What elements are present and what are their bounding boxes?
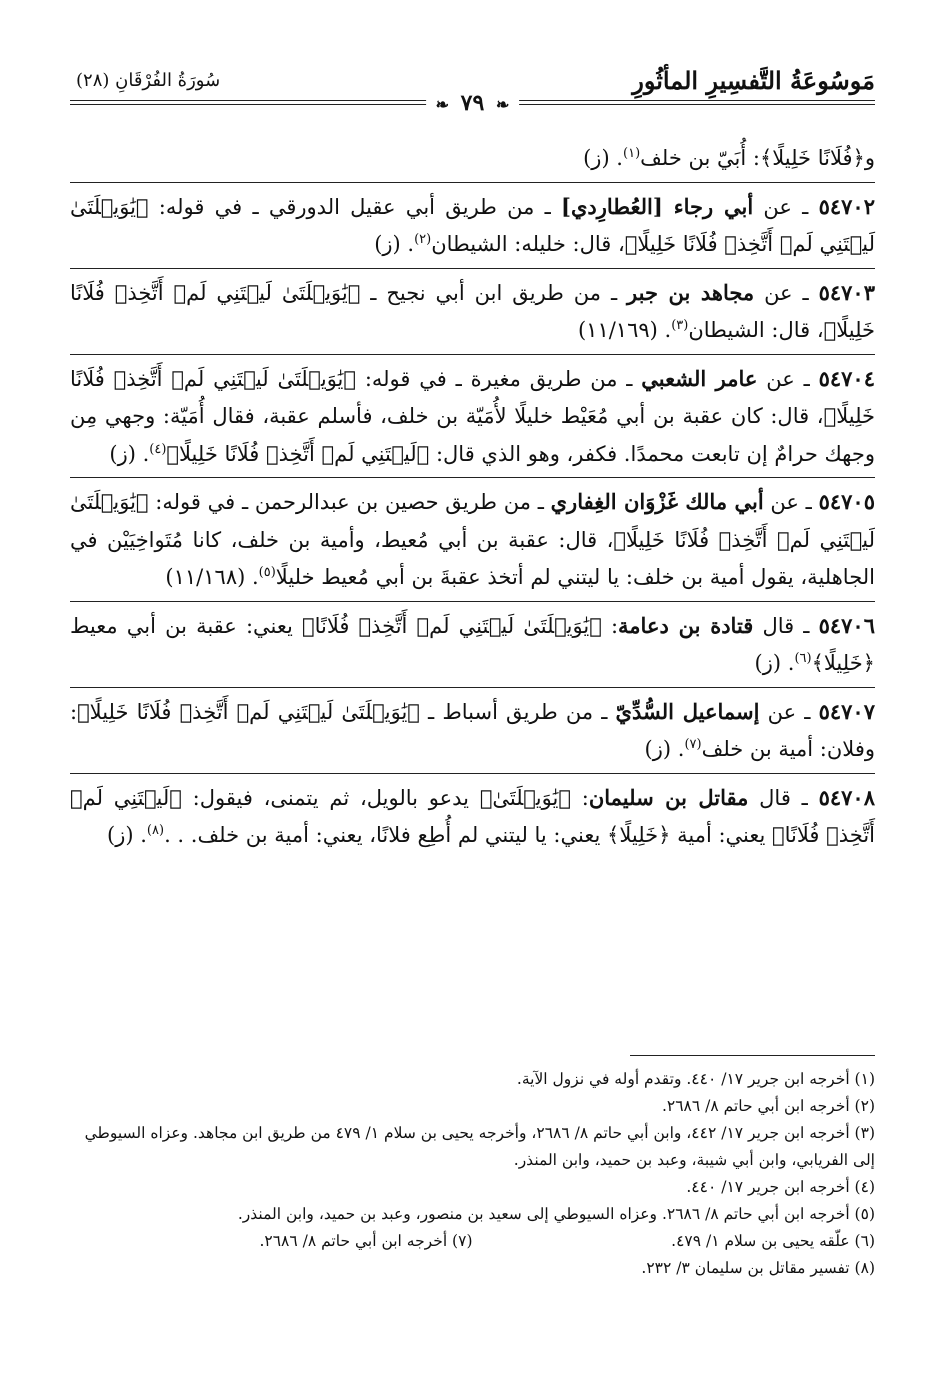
footnote-4: (٤) أخرجه ابن جرير ١٧/ ٤٤٠. — [686, 1178, 875, 1196]
entry-text: ـ عن — [753, 194, 819, 219]
entry-number: ٥٤٧٠٦ — [818, 612, 875, 638]
entry-text: . (١١/١٦٨) — [165, 565, 259, 589]
footnote-3: (٣) أخرجه ابن جرير ١٧/ ٤٤٢، وابن أبي حاتم ٨/ ٢٦٨٦، وأخرجه يحيى بن سلام ١/ ٤٧٩ من طريق ابن مجاهد. وعزاه السيوطي إلى الفريابي، وابن أبي شيبة، وعبد بن حميد، وابن المنذر. — [84, 1124, 875, 1169]
entry-number: ٥٤٧٠٢ — [818, 193, 875, 219]
entry-text: يعني: أمية — [670, 823, 773, 847]
entry-number: ٥٤٧٠٧ — [818, 698, 875, 724]
narration-entry — [70, 477, 875, 601]
entry-text: ـ قال — [748, 785, 819, 810]
quran-quote: ﴿لَيۡتَنِي لَمۡ أَتَّخِذۡ فُلَانًا خَلِيلًا﴾ — [166, 441, 430, 466]
surah-title: سُورَةُ الفُرْقَانِ (٢٨) — [76, 70, 221, 91]
footnote-ref: (٣) — [671, 318, 689, 333]
entry-text: : — [601, 613, 619, 638]
narrator-name: أبي رجاء [العُطارِدي] — [561, 193, 754, 219]
entry-text: . (ز) — [644, 737, 685, 761]
narrator-name: عامر الشعبي — [641, 365, 758, 391]
ornament-icon: ❧ — [495, 95, 510, 114]
quran-quote: ﴿خَلِيلًا﴾ — [607, 823, 671, 847]
entry-text: ـ من طريق أسباط ـ — [419, 699, 616, 724]
entry-text: ، قال: عقبة بن أبي مُعيط، وأمية بن خلف، كانا مُتَواخِيَيْن في الجاهلية، يقول أمية بن خلف: يا ليتني لم أتخذ عقبةَ بن أبي مُعيط خليلًا — [70, 527, 875, 589]
entry-text: و — [864, 146, 875, 170]
narration-entry — [70, 140, 875, 182]
entry-number: ٥٤٧٠٨ — [818, 784, 875, 810]
narration-entry — [70, 601, 875, 687]
footnote-7: (٧) أخرجه ابن أبي حاتم ٨/ ٢٦٨٦. — [259, 1232, 473, 1250]
narrator-name: قتادة بن دعامة — [618, 612, 754, 638]
entry-text: . (ز) — [109, 441, 150, 466]
narration-entry — [70, 268, 875, 354]
entry-text: ـ من طريق مغيرة ـ في قوله: — [356, 366, 642, 391]
footnote-6: (٦) علّقه يحيى بن سلام ١/ ٤٧٩. — [671, 1232, 875, 1250]
footnote-ref: (١) — [623, 146, 641, 161]
quran-quote: ﴿يَٰوَيۡلَتَىٰ﴾ — [479, 785, 571, 810]
entry-text: : وفلان: أمية بن خلف — [70, 699, 875, 761]
narrator-name: مقاتل بن سليمان — [588, 784, 749, 810]
page-number-group — [426, 90, 520, 116]
entry-number: ٥٤٧٠٥ — [818, 489, 875, 514]
entry-text: ـ من طريق ابن أبي نجيح ـ — [360, 280, 628, 305]
footnote-ref: (٧) — [684, 737, 702, 752]
entry-number: ٥٤٧٠٤ — [818, 365, 875, 391]
quran-quote: ﴿يَٰوَيۡلَتَىٰ لَيۡتَنِي لَمۡ أَتَّخِذۡ فُلَانًا خَلِيلًا﴾ — [70, 366, 875, 428]
entry-text: ـ من طريق أبي عقيل الدورقي ـ في قوله: — [148, 194, 562, 219]
entry-text: يعني: يا ليتني لم أُطِع فلانًا، يعني: أمية بن خلف. . . — [164, 823, 608, 847]
footnotes — [70, 1066, 875, 1282]
entry-text: ، قال: الشيطان — [688, 318, 824, 342]
page-number: ٧٩ — [460, 90, 485, 116]
page-header — [70, 62, 875, 122]
footnote-row-6-7 — [70, 1228, 875, 1255]
footnote-ref: (٢) — [414, 232, 432, 247]
entry-text: . (١١/١٦٩) — [577, 318, 672, 342]
narration-entry — [70, 182, 875, 268]
entry-text: . (ز) — [754, 651, 795, 675]
quran-quote: ﴿فُلَانًا خَلِيلًا﴾ — [759, 146, 865, 170]
footnote-2: (٢) أخرجه ابن أبي حاتم ٨/ ٢٦٨٦. — [661, 1097, 875, 1115]
entry-text: : — [570, 785, 589, 810]
entry-text: ـ قال — [753, 613, 819, 638]
footnote-ref: (٦) — [794, 651, 812, 666]
quran-quote: ﴿يَٰوَيۡلَتَىٰ لَيۡتَنِي لَمۡ أَتَّخِذۡ فُلَانًا خَلِيلًا﴾ — [70, 194, 875, 256]
entry-text: ـ عن — [759, 699, 819, 724]
narrator-name: أبي مالك غَزْوَان الغِفاري — [550, 489, 764, 514]
entry-text: ـ عن — [763, 490, 819, 514]
book-title: مَوسُوعَةُ التَّفسِيرِ المأثُورِ — [632, 66, 875, 95]
entry-text: . (ز) — [107, 823, 147, 847]
footnote-ref: (٤) — [149, 441, 167, 457]
entry-text: . (ز) — [583, 146, 623, 170]
narration-entry — [70, 773, 875, 859]
entry-text: يعني: عقبة بن أبي معيط — [70, 613, 302, 638]
entry-text: : أُبَيّ بن خلف — [640, 146, 760, 170]
quran-quote: ﴿يَٰوَيۡلَتَىٰ لَيۡتَنِي لَمۡ أَتَّخِذۡ فُلَانًا خَلِيلًا﴾ — [70, 280, 875, 342]
entry-text: ـ من طريق حصين بن عبدالرحمن ـ في قوله: — [148, 490, 551, 514]
footnote-separator — [630, 1055, 875, 1056]
quran-quote: ﴿يَٰوَيۡلَتَىٰ لَيۡتَنِي لَمۡ أَتَّخِذۡ فُلَانًا﴾ — [301, 613, 602, 638]
footnote-8: (٨) تفسير مقاتل بن سليمان ٣/ ٢٣٢. — [641, 1259, 875, 1277]
quran-quote: ﴿خَلِيلًا﴾ — [811, 651, 875, 675]
ornament-icon: ❧ — [435, 95, 450, 114]
footnote-ref: (٨) — [146, 823, 165, 838]
main-text — [70, 140, 875, 859]
entry-text: يدعو بالويل، ثم يتمنى، فيقول: — [181, 785, 480, 810]
entry-text: ـ عن — [757, 366, 819, 391]
entry-text: ـ عن — [754, 280, 819, 305]
narrator-name: إسماعيل السُّدِّيّ — [615, 698, 760, 724]
entry-text: . (ز) — [374, 232, 415, 256]
narration-entry — [70, 354, 875, 478]
quran-quote: ﴿لَيۡتَنِي لَمۡ أَتَّخِذۡ فُلَانًا﴾ — [70, 785, 875, 847]
quran-quote: ﴿يَٰوَيۡلَتَىٰ لَيۡتَنِي لَمۡ أَتَّخِذۡ فُلَانًا خَلِيلًا﴾ — [70, 490, 875, 552]
narration-entry — [70, 687, 875, 773]
narrator-name: مجاهد بن جبر — [627, 279, 755, 305]
footnote-5: (٥) أخرجه ابن أبي حاتم ٨/ ٢٦٨٦. وعزاه السيوطي إلى سعيد بن منصور، وعبد بن حميد، وابن المنذر. — [237, 1205, 875, 1223]
footnote-ref: (٥) — [258, 565, 276, 580]
footnote-1: (١) أخرجه ابن جرير ١٧/ ٤٤٠. وتقدم أوله في نزول الآية. — [516, 1070, 875, 1088]
quran-quote: ﴿يَٰوَيۡلَتَىٰ لَيۡتَنِي لَمۡ أَتَّخِذۡ فُلَانًا خَلِيلًا﴾ — [77, 699, 420, 724]
entry-text: ، قال: كان عقبة بن أبي مُعَيْط خليلًا لأُمَيّة بن خلف، فأسلم عقبة، فقال أُمَيّة: وجهي مِن وجهك حرامٌ إن تابعت محمدًا. فكفر، وهو الذي قال: — [70, 404, 875, 466]
entry-text: ، قال: خليله: الشيطان — [431, 232, 625, 256]
entry-number: ٥٤٧٠٣ — [818, 279, 875, 305]
